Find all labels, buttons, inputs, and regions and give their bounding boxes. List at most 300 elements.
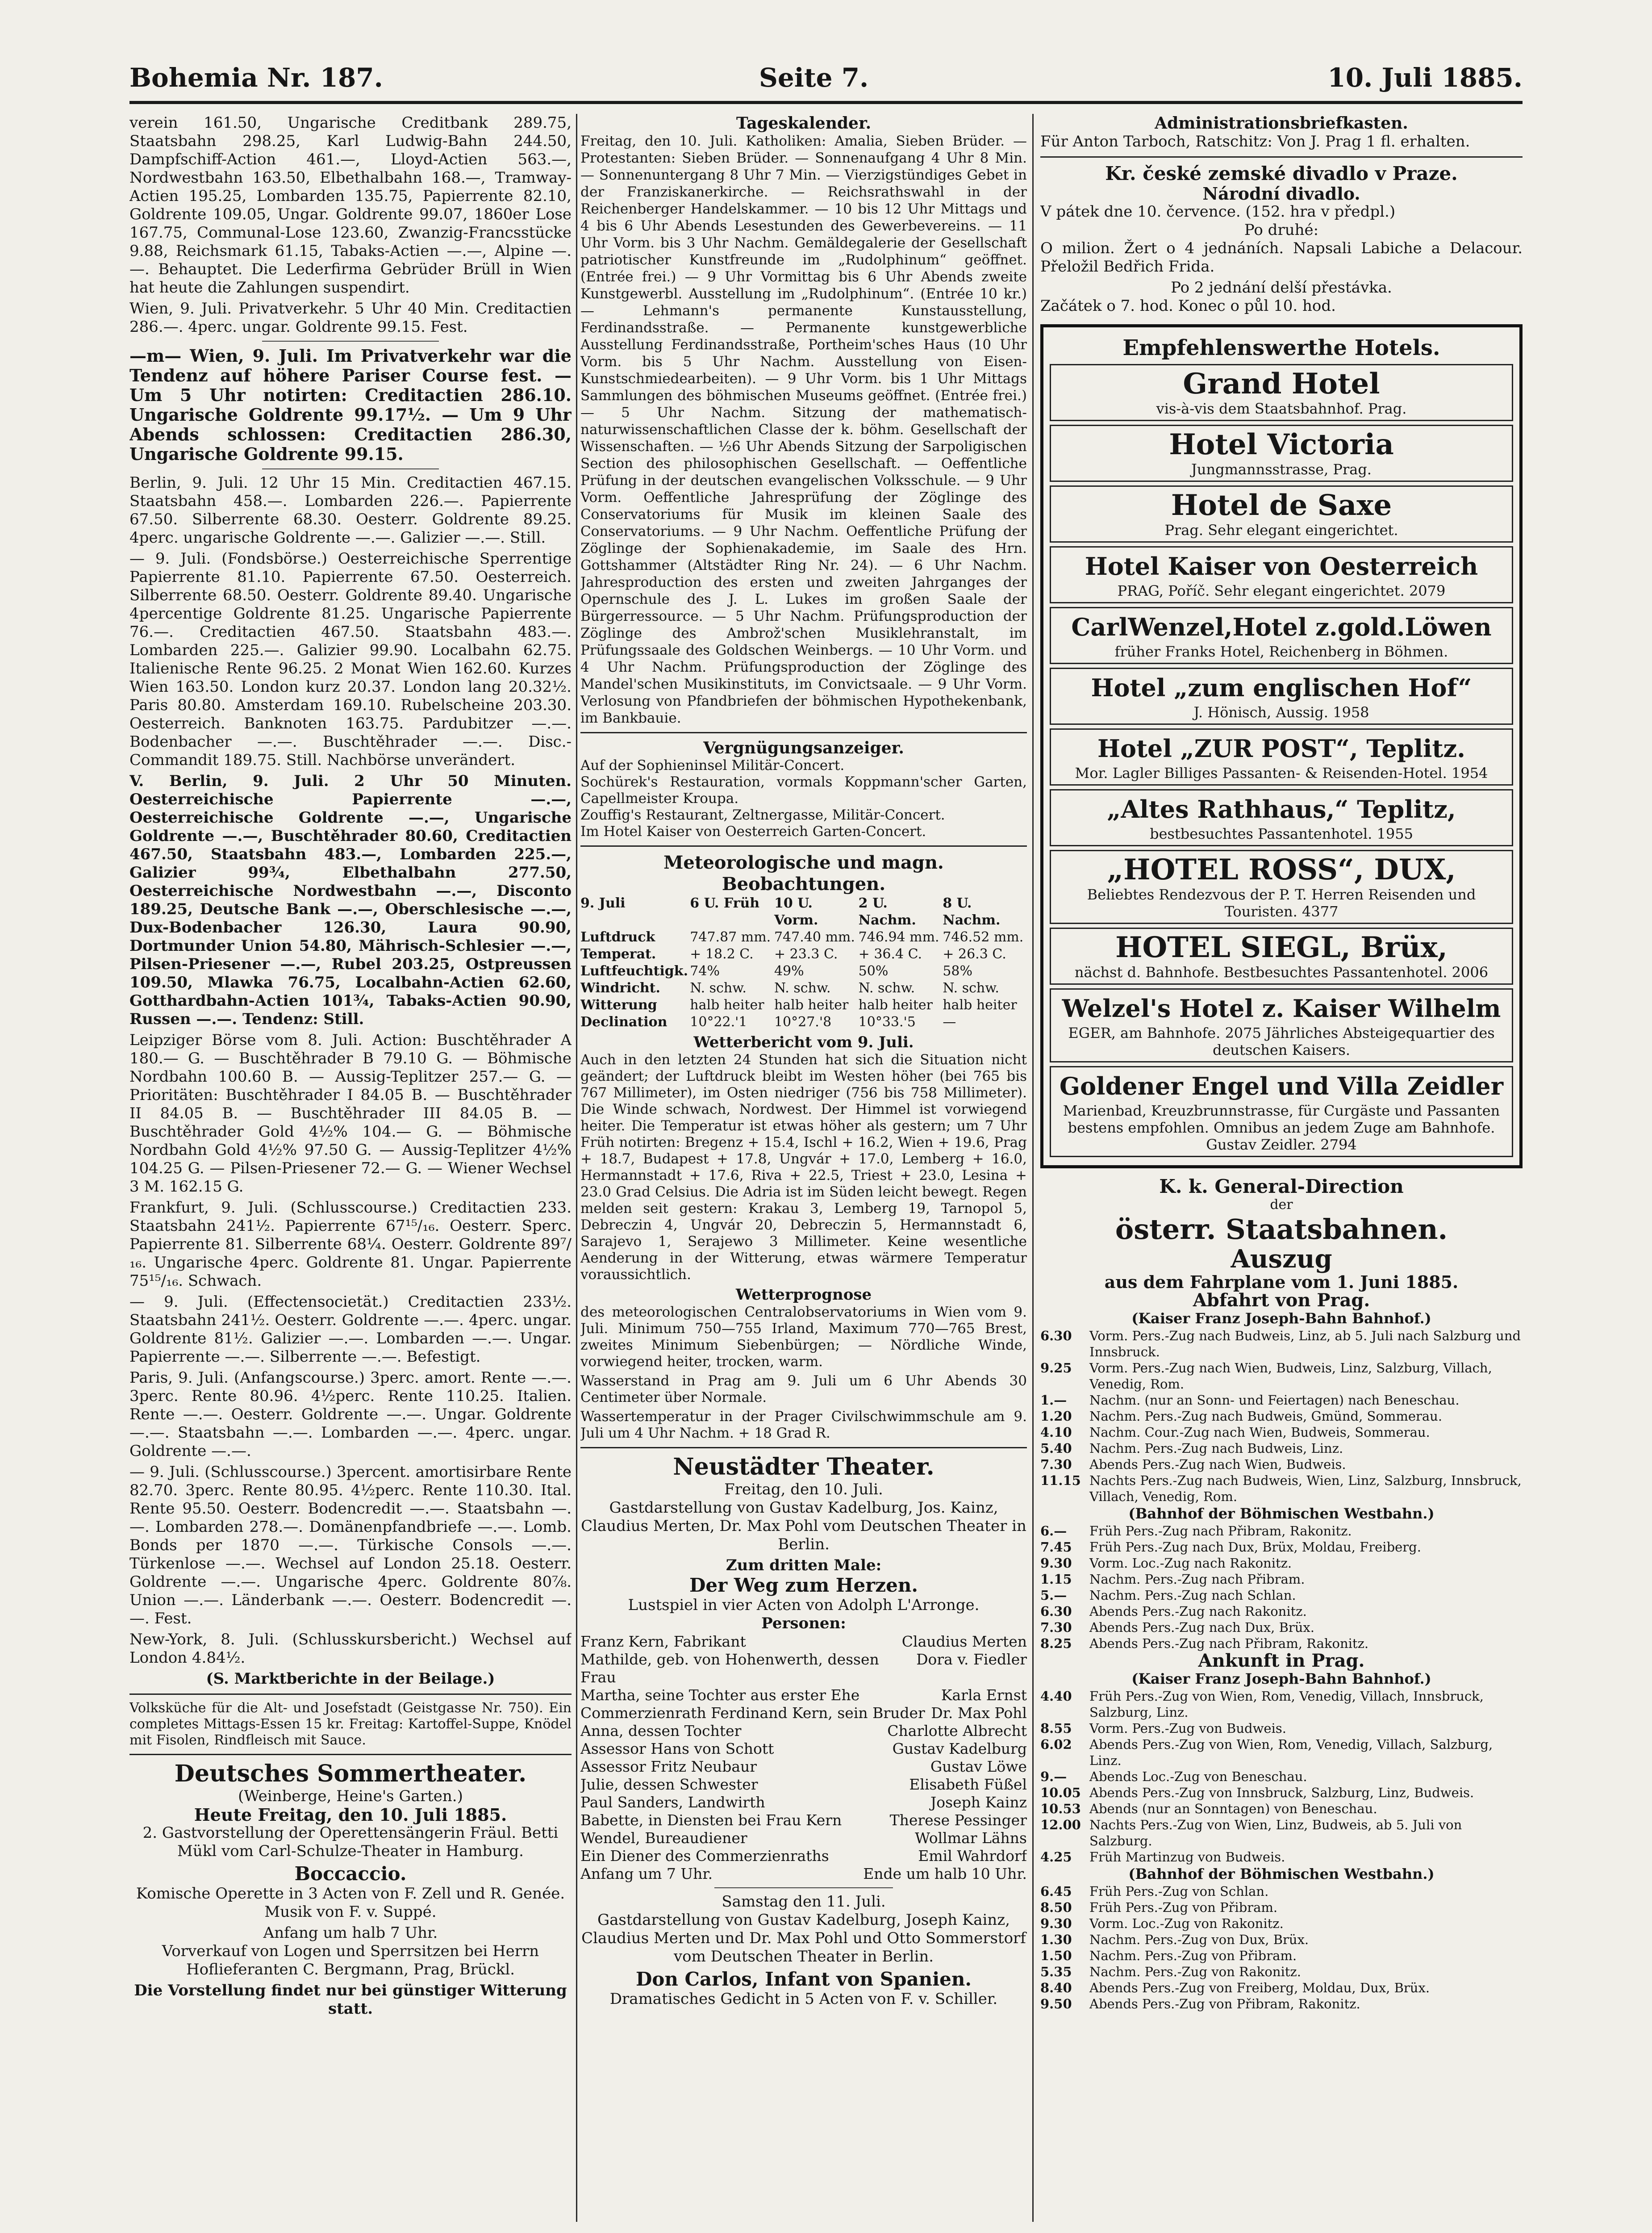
met-title: Meteorologische und magn. Beobachtungen. [663, 852, 944, 895]
rail-row [1040, 1980, 1523, 1996]
cast-role: Paul Sanders, Landwirth [580, 1794, 765, 1811]
met-cell: 8 U. Nachm. [943, 895, 1001, 928]
hotels-list [1050, 364, 1513, 1157]
stock-paragraph: —m— Wien, 9. Juli. Im Privatverkehr war die Tendenz auf höhere Pariser Course fest. — Um 5 Uhr notirten: Creditactien 286.10. Ungarische Goldrente 99.17½. — Um 9 Uhr Abends schlossen: Creditactien 286.30, Ungarische Goldrente 99.15. [129, 346, 572, 464]
hotel-name: Hotel Victoria [1169, 428, 1394, 461]
neustaedter-theater-ad [580, 1454, 1027, 2008]
hotel-subtitle: Marienbad, Kreuzbrunnstrasse, für Curgäste und Passanten bestens empfohlen. Omnibus an jedem Zuge am Bahnhofe. Gustav Zeidler. 2794 [1063, 1102, 1500, 1153]
rail-desc: Vorm. Pers.-Zug nach Budweis, Linz, ab 5. Juli nach Salzburg und Innsbruck. [1089, 1328, 1521, 1359]
cast-list [580, 1633, 1027, 1883]
cast-role: Julie, dessen Schwester [580, 1776, 758, 1793]
cast-actor: Therese Pessinger [889, 1811, 1027, 1829]
cast-role: Anfang um 7 Uhr. [580, 1865, 713, 1882]
stock-paragraph: Leipziger Börse vom 8. Juli. Action: Buschtěhrader A 180.— G. — Buschtěhrader B 79.10 G. — Böhmische Nordbahn 100.60 B. — Aussig-Teplitzer 257.— G. — Prioritäten: Buschtěhrader I 84.05 B. — Buschtěhrader II 84.05 B. — Buschtěhrader III 84.05 B. — Buschtěhrader Gold 4½% 104.— G. — Böhmische Nordbahn Gold 4½% 97.50 G. — Aussig-Teplitzer 4½% 104.25 G. — Pilsen-Priesener 72.— G. — Wiener Wechsel 3 M. 162.15 G. [129, 1031, 572, 1196]
rail-time: 1.50 [1040, 1948, 1072, 1963]
rail-time: 1.30 [1040, 1932, 1072, 1947]
rail-desc: Abends Pers.-Zug nach Dux, Brüx. [1089, 1620, 1315, 1635]
rail-row [1040, 1424, 1523, 1440]
hotel-name: „Altes Rathhaus,“ Teplitz, [1107, 795, 1456, 824]
column-stock-reports [129, 114, 572, 2222]
rail-row [1040, 1472, 1523, 1505]
cast-row [580, 1651, 1027, 1686]
rail-desc: Abends Loc.-Zug von Beneschau. [1089, 1769, 1307, 1784]
hotel-subtitle: bestbesuchtes Passantenhotel. 1955 [1150, 825, 1413, 842]
met-row [580, 946, 1027, 963]
cast-row [580, 1776, 1027, 1794]
rail-time: 9.30 [1040, 1556, 1072, 1571]
stock-paragraph: New-York, 8. Juli. (Schlusskursbericht.) Wechsel auf London 4.84½. [129, 1631, 572, 1667]
rail-desc: Abends Pers.-Zug nach Rakonitz. [1089, 1604, 1307, 1619]
divider [262, 341, 439, 342]
rail-row [1040, 1539, 1523, 1555]
hotel-name: Hotel „ZUR POST“, Teplitz. [1097, 734, 1465, 763]
divider [580, 1447, 1027, 1448]
met-cell: halb heiter [943, 997, 1017, 1013]
rail-table [1040, 1523, 1523, 1652]
rail-table [1040, 1328, 1523, 1505]
met-cell: N. schw. [774, 980, 831, 996]
hotel-subtitle: PRAG, Poříč. Sehr elegant eingerichtet. 2079 [1117, 582, 1446, 599]
rail-desc: Abends Pers.-Zug nach Wien, Budweis. [1089, 1457, 1346, 1472]
vergnuegung-item: Im Hotel Kaiser von Oesterreich Garten-Concert. [580, 824, 926, 840]
theater-presale: Vorverkauf von Logen und Sperrsitzen bei Herrn Hoflieferanten C. Bergmann, Prag, Brückl. [162, 1942, 539, 1978]
vergnuegung-item: Sochürek's Restauration, vormals Koppmann'scher Garten, Capellmeister Kroupa. [580, 774, 1027, 807]
rail-desc: Abends Pers.-Zug von Freiberg, Moldau, Dux, Brüx. [1089, 1980, 1430, 1995]
met-cell: N. schw. [943, 980, 999, 996]
rail-time: 6.30 [1040, 1328, 1072, 1343]
met-table [580, 895, 1027, 1031]
rail-desc: Nachm. (nur an Sonn- und Feiertagen) nach Beneschau. [1089, 1392, 1460, 1408]
hotel-name: Goldener Engel und Villa Zeidler [1059, 1072, 1504, 1100]
czech-line: Začátek o 7. hod. Konec o půl 10. hod. [1040, 297, 1336, 315]
theater-guest: 2. Gastvorstellung der Operettensängerin Fräul. Betti Mükl vom Carl-Schulze-Theater in Hamburg. [142, 1824, 559, 1860]
cast-row [580, 1865, 1027, 1883]
page-header [129, 63, 1523, 103]
theater-start: Anfang um halb 7 Uhr. [263, 1924, 438, 1942]
rail-row [1040, 1619, 1523, 1635]
met-cell: Windricht. [580, 980, 660, 996]
hotel-ad [1050, 546, 1513, 603]
theater-sat-date: Samstag den 11. Juli. [722, 1893, 886, 1911]
vergnuegung-item: Auf der Sophieninsel Militär-Concert. [580, 757, 845, 774]
stock-paragraph: Wien, 9. Juli. Privatverkehr. 5 Uhr 40 Min. Creditactien 286.—. 4perc. ungar. Goldrente 99.15. Fest. [129, 300, 572, 336]
cast-actor: Wollmar Lähns [915, 1829, 1027, 1847]
met-cell: 49% [774, 963, 804, 979]
czech-title: Kr. české zemské divadlo v Praze. [1105, 163, 1458, 184]
theater-venue: (Weinberge, Heine's Garten.) [238, 1787, 463, 1805]
rail-desc: Abends (nur an Sonntagen) von Beneschau. [1089, 1801, 1377, 1816]
rail-desc: Früh Pers.-Zug von Schlan. [1089, 1884, 1269, 1899]
rail-time: 5.— [1040, 1588, 1067, 1603]
theater-sat-play: Don Carlos, Infant von Spanien. [635, 1968, 972, 1990]
rail-departure-title: Abfahrt von Prag. [1193, 1290, 1370, 1311]
rail-row [1040, 1456, 1523, 1472]
hotel-name: CarlWenzel,Hotel z.gold.Löwen [1071, 613, 1492, 641]
rail-time: 1.20 [1040, 1409, 1072, 1424]
rail-table [1040, 1688, 1523, 1865]
hotel-ad [1050, 485, 1513, 543]
stock-paragraph: Berlin, 9. Juli. 12 Uhr 15 Min. Creditactien 467.15. Staatsbahn 458.—. Lombarden 226.—. Papierrente 67.50. Silberrente 68.30. Oesterr. Goldrente 89.25. 4perc. ungarische Goldrente —.—. Galizier —.—. Still. [129, 474, 572, 547]
cast-actor: Claudius Merten [901, 1633, 1027, 1650]
hotel-name: Welzel's Hotel z. Kaiser Wilhelm [1062, 994, 1501, 1023]
hotel-subtitle: J. Hönisch, Aussig. 1958 [1193, 704, 1369, 721]
cast-role: Assessor Hans von Schott [580, 1740, 774, 1757]
met-cell: Luftfeuchtigk. [580, 963, 688, 979]
hotel-ad [1050, 425, 1513, 482]
hotel-name: Hotel Kaiser von Oesterreich [1085, 552, 1478, 581]
admin-text: Für Anton Tarboch, Ratschitz: Von J. Prag 1 fl. erhalten. [1040, 133, 1470, 151]
divider [262, 468, 439, 469]
rail-row [1040, 1769, 1523, 1785]
cast-role: Mathilde, geb. von Hohenwerth, dessen Frau [580, 1651, 879, 1686]
rail-desc: Vorm. Pers.-Zug von Budweis. [1089, 1721, 1286, 1736]
rail-desc: Früh Pers.-Zug von Přibram. [1089, 1900, 1278, 1915]
met-row [580, 980, 1027, 997]
rail-time: 6.30 [1040, 1604, 1072, 1619]
markets-note: (S. Marktberichte in der Beilage.) [206, 1670, 495, 1688]
rail-line: österr. Staatsbahnen. [1115, 1213, 1448, 1246]
rail-time: 9.50 [1040, 1996, 1072, 2011]
cast-role: Babette, in Diensten bei Frau Kern [580, 1811, 842, 1829]
rail-desc: Früh Pers.-Zug von Wien, Rom, Venedig, Villach, Innsbruck, Salzburg, Linz. [1089, 1689, 1484, 1720]
met-cell: 10°22.'1 [690, 1014, 747, 1030]
met-cell: Luftdruck [580, 929, 655, 945]
cast-actor: Charlotte Albrecht [887, 1722, 1027, 1740]
theater-sat-description: Dramatisches Gedicht in 5 Acten von F. v. Schiller. [609, 1990, 998, 2008]
theater-play: Der Weg zum Herzen. [689, 1574, 918, 1596]
rail-row [1040, 1817, 1523, 1849]
met-row [580, 895, 1027, 929]
rail-row [1040, 1587, 1523, 1603]
rail-row [1040, 1932, 1523, 1948]
rail-desc: Früh Martinzug von Budweis. [1089, 1849, 1285, 1865]
divider [580, 845, 1027, 847]
hotel-ad [1050, 364, 1513, 421]
column-divider [1032, 114, 1034, 2222]
rail-row [1040, 1523, 1523, 1539]
cast-row [580, 1686, 1027, 1704]
rail-row [1040, 1571, 1523, 1587]
met-cell: 50% [858, 963, 889, 979]
czech-line: Po druhé: [1244, 221, 1319, 239]
met-cell: 746.94 mm. [858, 929, 939, 945]
rail-time: 11.15 [1040, 1473, 1081, 1488]
met-cell: 10°33.'5 [858, 1014, 916, 1030]
met-row [580, 997, 1027, 1014]
czech-sub: Národní divadlo. [1202, 184, 1360, 204]
stock-paragraph: Paris, 9. Juli. (Anfangscourse.) 3perc. amort. Rente —.—. 3perc. Rente 80.96. 4½perc. Rente 110.25. Italien. Rente —.—. Oesterr. Goldrente —.—. Ungar. Goldrente —.—. Staatsbahn —.—. Lombarden —.—. 4perc. ungar. Goldrente —.—. [129, 1369, 572, 1460]
hotel-subtitle: nächst d. Bahnhofe. Bestbesuchtes Passantenhotel. 2006 [1074, 964, 1489, 981]
rail-desc: Nachm. Pers.-Zug von Dux, Brüx. [1089, 1932, 1309, 1947]
met-cell: + 36.4 C. [858, 946, 922, 962]
hotel-name: HOTEL SIEGL, Brüx, [1115, 931, 1448, 964]
theater-date: Freitag, den 10. Juli. [724, 1480, 883, 1498]
wasserstand-text: Wasserstand in Prag am 9. Juli um 6 Uhr Abends 30 Centimeter über Normale. [580, 1373, 1027, 1405]
hotel-name: Hotel „zum englischen Hof“ [1091, 673, 1472, 702]
rail-desc: Vorm. Loc.-Zug nach Rakonitz. [1089, 1556, 1292, 1571]
cast-row [580, 1794, 1027, 1811]
sommertheater-ad [129, 1760, 572, 2018]
divider [1040, 156, 1523, 158]
hotel-name: „HOTEL ROSS“, DUX, [1107, 853, 1456, 887]
divider [580, 732, 1027, 733]
theater-guest: Gastdarstellung von Gustav Kadelburg, Jos. Kainz, Claudius Merten, Dr. Max Pohl vom Deutschen Theater in Berlin. [581, 1499, 1026, 1553]
theater-date: Heute Freitag, den 10. Juli 1885. [194, 1805, 507, 1825]
stock-paragraph: — 9. Juli. (Fondsbörse.) Oesterreichische Sperrentige Papierrente 81.10. Papierrente 67.50. Oesterreich. Silberrente 68.50. Oesterr. Goldrente 89.40. Ungarische 4percentige Goldrente 81.25. Ungarische Papierrente 76.—. Creditactien 467.50. Staatsbahn 483.—. Lombarden 225.—. Galizier 99.90. Localbahn 62.75. Italienische Rente 96.25. 2 Monat Wien 162.60. Kurzes Wien 163.50. London kurz 20.37. London lang 20.32½. Paris 80.80. Amsterdam 169.10. Rubelscheine 203.30. Oesterreich. Banknoten 163.75. Pardubitzer —.—. Bodenbacher —.—. Buschtěhrader —.—. Disc.-Commandit 189.75. Still. Nachbörse unverändert. [129, 550, 572, 769]
column-ads [1040, 114, 1523, 2222]
theater-play: Boccaccio. [294, 1863, 407, 1885]
met-cell: halb heiter [774, 997, 849, 1013]
cast-row [580, 1847, 1027, 1865]
prognose-text: des meteorologischen Centralobservatoriums in Wien vom 9. Juli. Minimum 750—755 Irland, Maximum 770—765 Brest, zweites Minimum Siebenbürgen; — Nördliche Winde, vorwiegend heiter, trocken, warm. [580, 1304, 1027, 1370]
rail-row [1040, 1328, 1523, 1360]
cast-role: Wendel, Bureaudiener [580, 1829, 747, 1847]
rail-desc: Nachts Pers.-Zug nach Budweis, Wien, Linz, Salzburg, Innsbruck, Villach, Venedig, Rom. [1089, 1473, 1522, 1504]
wetter-text: Auch in den letzten 24 Stunden hat sich die Situation nicht geändert; der Luftdruck bleibt im Westen höher (bei 765 bis 767 Millimeter), im Osten niedriger (756 bis 758 Millimeter). Die Winde schwach, Nordwest. Der Himmel ist vorwiegend heiter. Die Temperatur ist etwas höher als gestern; um 7 Uhr Früh notirten: Bregenz + 15.4, Ischl + 16.2, Wien + 19.6, Prag + 18.7, Budapest + 17.8, Ungvár + 17.0, Lemberg + 16.0, Hermannstadt + 17.6, Riva + 22.5, Triest + 23.0, Lesina + 23.0 Grad Celsius. Die Adria ist im Süden leicht bewegt. Regen melden seit gestern: Krakau 3, Lemberg 19, Tarnopol 5, Debreczin 4, Ungvár 20, Debreczin 5, Hermannstadt 6, Sarajevo 1, Serajewo 3 Millimeter. Keine wesentliche Aenderung in der Witterung, etwas wärmere Temperatur voraussichtlich. [580, 1052, 1027, 1283]
divider [714, 1887, 893, 1888]
theater-title: Deutsches Sommertheater. [174, 1760, 527, 1787]
rail-time: 4.25 [1040, 1849, 1072, 1865]
cast-actor: Dora v. Fiedler [916, 1651, 1027, 1668]
vergnuegung-item: Zouffig's Restaurant, Zeltnergasse, Militär-Concert. [580, 807, 945, 823]
rail-row [1040, 1635, 1523, 1652]
met-cell: 10 U. Vorm. [774, 895, 818, 928]
header-page-number: Seite 7. [759, 63, 869, 93]
met-cell: halb heiter [690, 997, 764, 1013]
cast-row [580, 1722, 1027, 1740]
theater-note: Die Vorstellung findet nur bei günstiger Witterung statt. [134, 1982, 567, 2018]
volkskueche-notice: Volksküche für die Alt- und Josefstadt (Geistgasse Nr. 750). Ein completes Mittags-Essen 15 kr. Freitag: Kartoffel-Suppe, Knödel mit Fisolen, Rindfleisch mit Sauce. [129, 1700, 572, 1748]
rail-time: 1.— [1040, 1392, 1067, 1408]
rail-row [1040, 1849, 1523, 1865]
met-cell: N. schw. [690, 980, 747, 996]
hotel-ad [1050, 850, 1513, 924]
rail-section: (Kaiser Franz Joseph-Bahn Bahnhof.) [1131, 1310, 1431, 1327]
hotel-subtitle: Mor. Lagler Billiges Passanten- & Reisenden-Hotel. 1954 [1075, 765, 1488, 782]
czech-theater-ad [1040, 163, 1523, 315]
cast-actor: Joseph Kainz [930, 1794, 1027, 1811]
divider [129, 1694, 572, 1695]
cast-row [580, 1633, 1027, 1651]
cast-actor: Ende um halb 10 Uhr. [863, 1865, 1027, 1882]
hotel-ad [1050, 607, 1513, 664]
rail-desc: Nachm. Pers.-Zug nach Budweis, Gmünd, Sommerau. [1089, 1409, 1443, 1424]
rail-desc: Nachm. Pers.-Zug von Přibram. [1089, 1948, 1297, 1963]
rail-time: 9.30 [1040, 1916, 1072, 1931]
rail-desc: Abends Pers.-Zug von Innsbruck, Salzburg, Linz, Budweis. [1089, 1785, 1474, 1800]
rail-row [1040, 1996, 1523, 2012]
rail-section: (Kaiser Franz Joseph-Bahn Bahnhof.) [1131, 1670, 1431, 1687]
rail-desc: Abends Pers.-Zug nach Přibram, Rakonitz. [1089, 1636, 1369, 1651]
cast-role: Commerzienrath Ferdinand Kern, sein Bruder [580, 1704, 925, 1722]
cast-actor: Gustav Löwe [930, 1758, 1027, 1775]
rail-time: 9.25 [1040, 1360, 1072, 1376]
met-row [580, 1014, 1027, 1031]
rail-time: 6.45 [1040, 1884, 1072, 1899]
rail-row [1040, 1736, 1523, 1769]
rail-desc: Vorm. Loc.-Zug von Rakonitz. [1089, 1916, 1284, 1931]
czech-line: Po 2 jednání delší přestávka. [1171, 279, 1392, 297]
hotel-subtitle: Jungmannsstrasse, Prag. [1191, 461, 1372, 478]
admin-title: Administrationsbriefkasten. [1155, 114, 1408, 133]
rail-time: 6.02 [1040, 1737, 1072, 1752]
rail-desc: Nachm. Pers.-Zug nach Budweis, Linz. [1089, 1441, 1343, 1456]
rail-desc: Nachm. Pers.-Zug nach Schlan. [1089, 1588, 1296, 1603]
rail-time: 5.40 [1040, 1441, 1072, 1456]
rail-desc: Vorm. Pers.-Zug nach Wien, Budweis, Linz, Salzburg, Villach, Venedig, Rom. [1089, 1360, 1492, 1392]
rail-desc: Nachts Pers.-Zug von Wien, Linz, Budweis, ab 5. Juli von Salzburg. [1089, 1817, 1462, 1848]
rail-time: 8.55 [1040, 1721, 1072, 1736]
met-cell: 2 U. Nachm. [858, 895, 916, 928]
rail-time: 8.25 [1040, 1636, 1072, 1651]
hotel-ad [1050, 789, 1513, 846]
hotel-name: Grand Hotel [1183, 367, 1380, 401]
rail-row [1040, 1720, 1523, 1736]
rail-desc: Nachm. Cour.-Zug nach Wien, Budweis, Sommerau. [1089, 1425, 1430, 1440]
stock-paragraph: — 9. Juli. (Effectensocietät.) Creditactien 233½. Staatsbahn 241½. Oesterr. Goldrente —.—. 4perc. ungar. Goldrente 81½. Galizier —.—. Lombarden —.—. Ungar. Papierrente —.—. Silberrente —.—. Befestigt. [129, 1293, 572, 1366]
rail-time: 7.30 [1040, 1620, 1072, 1635]
rail-line: aus dem Fahrplane vom 1. Juni 1885. [1104, 1272, 1459, 1292]
rail-line: K. k. General-Direction [1159, 1175, 1404, 1197]
met-cell: + 26.3 C. [943, 946, 1006, 962]
met-cell: 10°27.'8 [774, 1014, 832, 1030]
wetter-title: Wetterbericht vom 9. Juli. [693, 1033, 914, 1051]
tageskalender-title: Tageskalender. [736, 114, 872, 133]
hotel-ad [1050, 988, 1513, 1062]
met-cell: 58% [943, 963, 972, 979]
rail-time: 6.— [1040, 1523, 1067, 1539]
rail-row [1040, 1360, 1523, 1392]
rail-row [1040, 1948, 1523, 1964]
met-cell: Declination [580, 1014, 667, 1030]
met-cell: 74% [690, 963, 720, 979]
rail-time: 4.10 [1040, 1425, 1072, 1440]
cast-role: Assessor Fritz Neubaur [580, 1758, 757, 1775]
hotel-subtitle: Beliebtes Rendezvous der P. T. Herren Reisenden und Touristen. 4377 [1087, 886, 1476, 920]
rail-row [1040, 1408, 1523, 1424]
rail-desc: Früh Pers.-Zug nach Přibram, Rakonitz. [1089, 1523, 1352, 1539]
hotel-subtitle: vis-à-vis dem Staatsbahnhof. Prag. [1156, 400, 1407, 417]
rail-row [1040, 1555, 1523, 1571]
met-cell: 746.52 mm. [943, 929, 1024, 945]
theater-title: Neustädter Theater. [673, 1453, 934, 1480]
cast-row [580, 1740, 1027, 1758]
header-issue: Bohemia Nr. 187. [129, 63, 383, 93]
cast-row [580, 1758, 1027, 1776]
hotel-subtitle: früher Franks Hotel, Reichenberg in Böhmen. [1114, 643, 1448, 660]
met-cell: 9. Juli [580, 895, 626, 911]
rail-row [1040, 1603, 1523, 1619]
rail-time: 9.— [1040, 1769, 1067, 1784]
rail-row [1040, 1801, 1523, 1817]
cast-actor: Emil Wahrdorf [918, 1847, 1027, 1865]
rail-time: 10.53 [1040, 1801, 1081, 1816]
rail-line: der [1270, 1197, 1293, 1213]
rail-section: (Bahnhof der Böhmischen Westbahn.) [1128, 1865, 1435, 1882]
met-cell: halb heiter [858, 997, 933, 1013]
met-cell: + 23.3 C. [774, 946, 838, 962]
column-calendar [580, 114, 1027, 2222]
theater-sat-guest: Gastdarstellung von Gustav Kadelburg, Joseph Kainz, Claudius Merten und Dr. Max Pohl und Otto Sommerstorf vom Deutschen Theater in Berlin. [581, 1911, 1026, 1965]
hotel-name: Hotel de Saxe [1171, 489, 1392, 522]
cast-role: Ein Diener des Commerzienraths [580, 1847, 829, 1865]
met-cell: 747.40 mm. [774, 929, 855, 945]
stock-paragraph: V. Berlin, 9. Juli. 2 Uhr 50 Minuten. Oesterreichische Papierrente —.—, Oesterreichische Goldrente —.—, Ungarische Goldrente —.—, Buschtěhrader 80.60, Creditactien 467.50, Staatsbahn 483.—, Lombarden 225.—, Galizier 99¾, Elbethalbahn 277.50, Oesterreichische Nordwestbahn —.—, Disconto 189.25, Deutsche Bank —.—, Oberschlesische —.—, Dux-Bodenbacher 126.30, Laura 90.90, Dortmunder Union 54.80, Mährisch-Schlesier —.—, Pilsen-Priesener —.—, Rubel 203.25, Ostpreussen 109.50, Mlawka 76.75, Localbahn-Actien 62.60, Gotthardbahn-Actien 101¾, Tabaks-Actien 90.90, Russen —.—. Tendenz: Still. [129, 772, 572, 1028]
prognose-title: Wetterprognose [735, 1286, 872, 1304]
met-cell: + 18.2 C. [690, 946, 754, 962]
cast-actor: Gustav Kadelburg [892, 1740, 1027, 1757]
vergnuegung-title: Vergnügungsanzeiger. [703, 739, 904, 757]
wassertemperatur-text: Wassertemperatur in der Prager Civilschwimmschule am 9. Juli um 4 Uhr Nachm. + 18 Grad R. [580, 1409, 1027, 1441]
hotel-subtitle: Prag. Sehr elegant eingerichtet. [1164, 522, 1398, 539]
met-cell: 6 U. Früh [690, 895, 760, 911]
theater-description: Lustspiel in vier Acten von Adolph L'Arronge. [628, 1596, 980, 1614]
stock-paragraph: Frankfurt, 9. Juli. (Schlusscourse.) Creditactien 233. Staatsbahn 241½. Papierrente 67¹⁵/₁₆. Oesterr. Sperc. Papierrente 81. Silberrente 68¼. Oesterr. Goldrente 89⁷/₁₆. Ungarische 4perc. Goldrente 81. Ungar. Papierrente 75¹⁵/₁₆. Schwach. [129, 1199, 572, 1290]
rail-time: 12.00 [1040, 1817, 1081, 1832]
stock-paragraph: — 9. Juli. (Schlusscourse.) 3percent. amortisirbare Rente 82.70. 3perc. Rente 80.95. 4½perc. Rente 110.30. Ital. Rente 95.50. Oesterr. Bodencredit —.—. Staatsbahn —.—. Lombarden 278.—. Domänenpfandbriefe —.—. Lomb. Bonds per 1870 —.—. Türkische Consols —.—. Türkenlose —.—. Wechsel auf London 25.18. Oesterr. Goldrente —.—. Ungarische 4perc. Goldrente 80⅞. Union —.—. Länderbank —.—. Oesterr. Bodencredit —.—. Fest. [129, 1463, 572, 1627]
hotels-title: Empfehlenswerthe Hotels. [1122, 335, 1440, 360]
header-rule [129, 101, 1523, 104]
rail-desc: Früh Pers.-Zug nach Dux, Brüx, Moldau, Freiberg. [1089, 1539, 1421, 1555]
cast-row [580, 1811, 1027, 1829]
railway-timetable [1040, 1177, 1523, 2012]
rail-table [1040, 1883, 1523, 2012]
rail-desc: Nachm. Pers.-Zug von Rakonitz. [1089, 1964, 1301, 1979]
rail-section: (Bahnhof der Böhmischen Westbahn.) [1128, 1505, 1435, 1522]
hotel-ad [1050, 668, 1513, 725]
rail-time: 8.50 [1040, 1900, 1072, 1915]
hotels-box [1040, 324, 1523, 1168]
rail-time: 7.45 [1040, 1539, 1072, 1555]
hotel-ad [1050, 728, 1513, 786]
rail-time: 4.40 [1040, 1689, 1072, 1704]
rail-row [1040, 1688, 1523, 1720]
hotel-ad [1050, 1066, 1513, 1157]
cast-row [580, 1704, 1027, 1722]
rail-arrival-title: Ankunft in Prag. [1198, 1650, 1365, 1671]
cast-actor: Elisabeth Füßel [909, 1776, 1027, 1793]
rail-line: Auszug [1231, 1244, 1332, 1274]
rail-row [1040, 1785, 1523, 1801]
rail-time: 7.30 [1040, 1457, 1072, 1472]
rail-row [1040, 1883, 1523, 1899]
met-row [580, 929, 1027, 946]
rail-time: 5.35 [1040, 1964, 1072, 1979]
hotel-ad [1050, 928, 1513, 985]
theater-description: Komische Operette in 3 Acten von F. Zell und R. Genée. Musik von F. v. Suppé. [136, 1885, 565, 1921]
met-cell: — [943, 1014, 956, 1030]
cast-role: Anna, dessen Tochter [580, 1722, 742, 1740]
theater-persons: Personen: [761, 1614, 846, 1632]
czech-line: O milion. Žert o 4 jednáních. Napsali Labiche a Delacour. Přeložil Bedřich Frida. [1040, 239, 1523, 276]
theater-times: Zum dritten Male: [726, 1556, 882, 1574]
met-cell: 747.87 mm. [690, 929, 771, 945]
cast-actor: Karla Ernst [941, 1686, 1027, 1704]
met-row [580, 963, 1027, 980]
rail-desc: Nachm. Pers.-Zug nach Přibram. [1089, 1572, 1305, 1587]
cast-row [580, 1829, 1027, 1847]
hotel-subtitle: EGER, am Bahnhofe. 2075 Jährliches Absteigequartier des deutschen Kaisers. [1068, 1025, 1495, 1058]
cast-role: Martha, seine Tochter aus erster Ehe [580, 1686, 860, 1704]
tageskalender-text: Freitag, den 10. Juli. Katholiken: Amalia, Sieben Brüder. — Protestanten: Sieben Brüder. — Sonnenaufgang 4 Uhr 8 Min. — Sonnenuntergang 8 Uhr 7 Min. — Vierzigstündiges Gebet in der Franziskanerkirche. — Reichsrathswahl in der Reichenberger Handelskammer. — 10 bis 12 Uhr Mittags und 4 bis 6 Uhr Abends Lesestunden des Gewerbevereins. — 11 Uhr Vorm. bis 3 Uhr Nachm. Gemäldegalerie der Gesellschaft patriotischer Kunstfreunde im „Rudolphinum“ geöffnet. (Entrée frei.) — 9 Uhr Vormittag bis 6 Uhr Abends zweite Kunstgewerbl. Ausstellung im „Rudolphinum“. (Entrée 10 kr.) — Lehmann's permanente Kunstausstellung, Ferdinandsstraße. — Permanente kunstgewerbliche Ausstellung Ferdinandsstraße, Portheim'sches Haus (10 Uhr Vorm. bis 5 Uhr Nachm. Ausstellung von Eisen-Kunstschmiedearbeiten). — 9 Uhr Vorm. bis 1 Uhr Mittags Sammlungen des böhmischen Museums geöffnet. (Entrée frei.) — 5 Uhr Nachm. Sitzung der mathematisch-naturwissenschaftlichen Classe der k. böhm. Gesellschaft der Wissenschaften. — ½6 Uhr Abends Sitzung der Sarpoligischen Section des philosophischen Gesellschaft. — Oeffentliche Prüfung in der deutschen evangelischen Volksschule. — 9 Uhr Vorm. Oeffentliche Jahresprüfung der Zöglinge des Conservatoriums für Musik im kleinen Saale des Conservatoriums. — 9 Uhr Nachm. Oeffentliche Prüfung der Zöglinge der Sophienakademie, im Saale des Hrn. Gottshammer (Altstädter Ring Nr. 24). — 6 Uhr Nachm. Jahresproduction des ersten und zweiten Jahrganges der Opernschule des J. L. Lukes im großen Saale der Bürgerressource. — 5 Uhr Nachm. Prüfungsproduction der Zöglinge des Ambrož'schen Musiklehranstalt, im Prüfungssaale des Goldschen Weinbergs. — 10 Uhr Vorm. und 4 Uhr Nachm. Prüfungsproduction der Zöglinge des Mandel'schen Musikinstituts, im Convictsaale. — 9 Uhr Vorm. Verlosung von Pfandbriefen der böhmischen Hypothekenbank, im Bankbauie. [580, 133, 1027, 726]
met-cell: Temperat. [580, 946, 656, 962]
rail-row [1040, 1392, 1523, 1408]
cast-role: Franz Kern, Fabrikant [580, 1633, 746, 1650]
rail-row [1040, 1440, 1523, 1456]
met-cell: N. schw. [858, 980, 915, 996]
rail-row [1040, 1964, 1523, 1980]
rail-desc: Abends Pers.-Zug von Přibram, Rakonitz. [1089, 1996, 1360, 2011]
